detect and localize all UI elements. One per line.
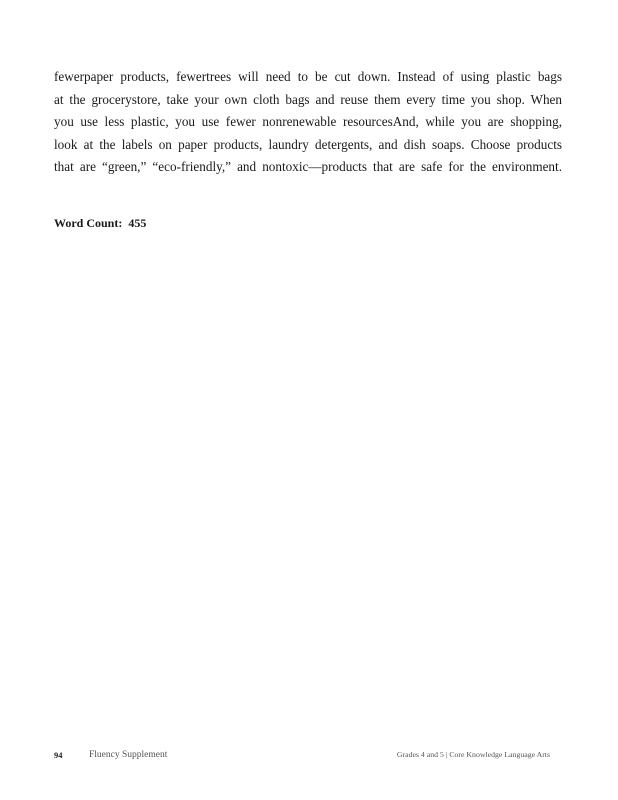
word-count-value: 455	[128, 216, 147, 230]
passage-line-4: look at the labels on paper products, laundry detergents, and dish soaps. Choose products	[54, 136, 562, 152]
passage-line-1: fewerpaper products, fewertrees will need to be cut down. Instead of using plastic bags	[54, 69, 562, 84]
footer-series: Grades 4 and 5 | Core Knowledge Language Arts	[396, 750, 550, 759]
page-number: 94	[54, 750, 63, 760]
passage-paragraph	[54, 66, 562, 179]
word-count	[54, 216, 146, 231]
passage-line-3: you use less plastic, you use fewer nonrenewable resourcesAnd, while you are shopping,	[54, 114, 562, 129]
passage-line-5: that are “green,” “eco-friendly,” and nontoxic—products that are safe for the environment.	[54, 159, 562, 174]
passage-line-2: at the grocerystore, take your own cloth bags and reuse them every time you shop. When	[54, 91, 562, 107]
word-count-label: Word Count:	[54, 216, 123, 230]
footer-title: Fluency Supplement	[89, 750, 168, 760]
